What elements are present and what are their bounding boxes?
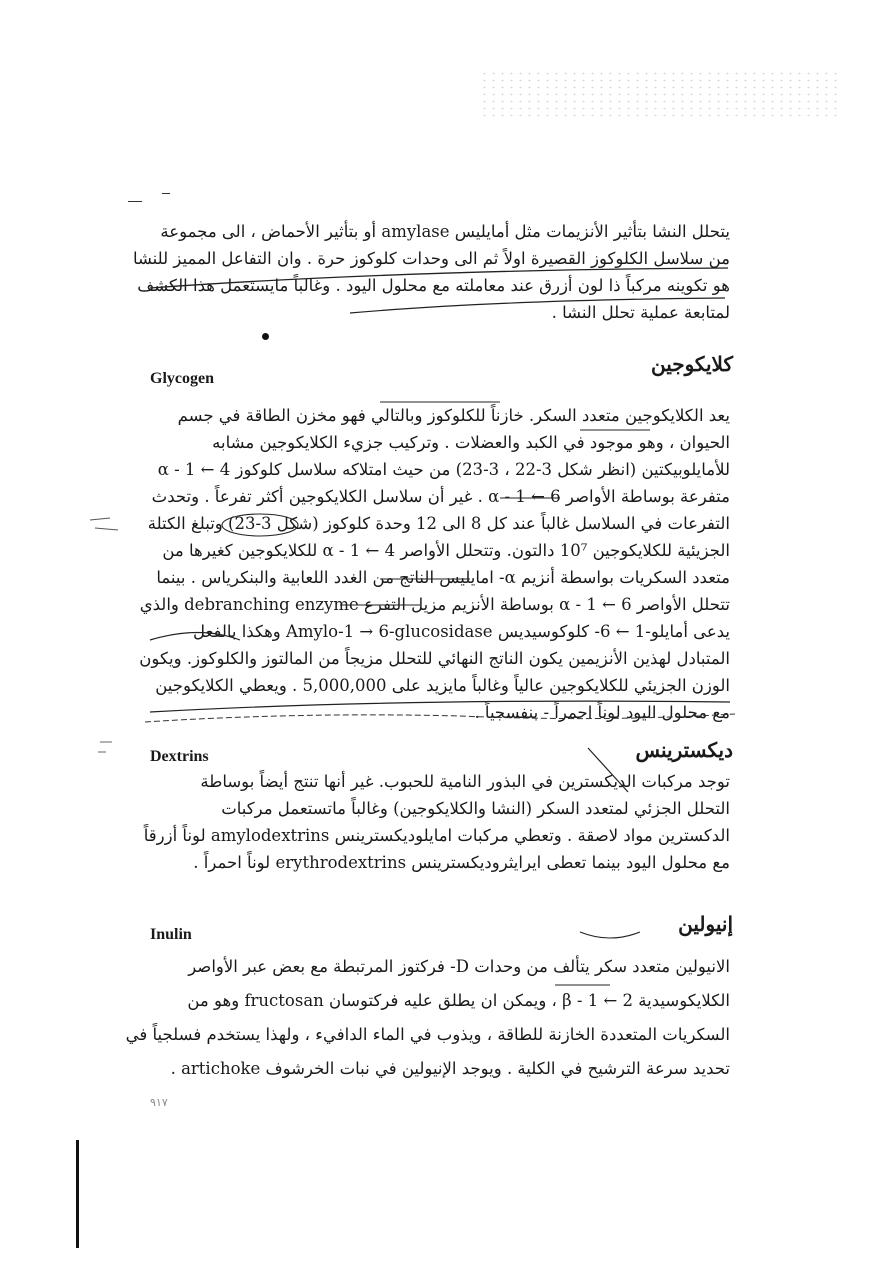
underline-mark <box>150 268 728 288</box>
text-line: يدعى أمايلو-1 ← 6- كلوكوسيديس Amylo-1 → 6-glucosidase وهكذا بالفعل <box>193 622 730 641</box>
text-line: تتحلل الأواصر α - 1 ← 6 بوساطة الأنزيم مزيل التفرع debranching enzyme والذي <box>139 595 730 614</box>
text-line: الانيولين متعدد سكر يتألف من وحدات D- فركتوز المرتبطة مع بعض عبر الأواصر <box>188 957 730 976</box>
section-heading-glycogen-en: Glycogen <box>150 370 214 387</box>
scribble-mark <box>580 932 640 938</box>
text-line: التحلل الجزئي لمتعدد السكر (النشا والكلايكوجين) وغالباً ماتستعمل مركبات <box>221 799 730 818</box>
text-line: يعد الكلايكوجين متعدد السكر. خازناً للكلوكوز وبالتالي فهو مخزن الطاقة في جسم <box>177 406 730 425</box>
text-line: الكلايكوسيدية β - 1 ← 2 ، ويمكن ان يطلق عليه فركتوسان fructosan وهو من <box>187 991 730 1010</box>
binding-edge <box>76 1140 79 1248</box>
text-line: الدكسترين مواد لاصقة . وتعطي مركبات امايلوديكسترينس amylodextrins لوناً أزرقاً <box>143 826 730 845</box>
slash-mark <box>588 748 628 792</box>
text-line: الحيوان ، وهو موجود في الكبد والعضلات . وتركيب جزيء الكلايكوجين مشابه <box>212 433 730 452</box>
section-heading-inulin-en: Inulin <box>150 926 192 943</box>
text-line: مع محلول اليود لوناً احمراً - بنفسجياً . <box>474 703 730 722</box>
page-number: ٩١٧ <box>150 1096 168 1109</box>
text-line: لمتابعة عملية تحلل النشا . <box>551 303 730 322</box>
text-line: توجد مركبات الديكسترين في البذور النامية للحبوب. غير أنها تنتج أيضاً بوساطة <box>200 772 730 791</box>
underline-mark <box>150 701 730 712</box>
margin-scribble <box>90 518 118 530</box>
margin-scribble <box>98 742 112 752</box>
text-line: هو تكوينه مركباً ذا لون أزرق عند معاملته مع محلول اليود . وغالباً مايستعمل هذا الكشف <box>137 276 730 295</box>
text-line: يتحلل النشا بتأثير الأنزيمات مثل أمايليس amylase أو بتأثير الأحماض ، الى مجموعة <box>160 222 730 241</box>
text-line: الجزيئية للكلايكوجين 10⁷ دالتون. وتتحلل الأواصر α - 1 ← 4 للكلايكوجين كغيرها من <box>162 541 730 560</box>
text-line: السكريات المتعددة الخازنة للطاقة ، ويذوب في الماء الدافيء ، ولهذا يستخدم فسلجياً في <box>125 1025 730 1044</box>
section-heading-dextrins-en: Dextrins <box>150 748 209 765</box>
text-line: تحديد سرعة الترشيح في الكلية . ويوجد الإنيولين في نبات الخرشوف artichoke . <box>170 1059 730 1078</box>
section-heading-inulin-ar: إنيولين <box>678 912 733 936</box>
scribble-mark <box>150 633 240 641</box>
text-line: الوزن الجزيئي للكلايكوجين عالياً وغالباً مايزيد على 5,000,000 . ويعطي الكلايكوجين <box>155 676 730 695</box>
text-line: التفرعات في السلاسل غالباً عند كل 8 الى 12 وحدة كلوكوز (شكل 3-23) وتبلغ الكتلة <box>147 514 730 533</box>
section-heading-glycogen-ar: كلايكوجين <box>650 352 733 376</box>
text-line: مع محلول اليود بينما تعطى ايرايثروديكسترينس erythrodextrins لوناً احمراً . <box>193 853 730 872</box>
wavy-underline-mark <box>145 714 735 722</box>
text-line: متفرعة بوساطة الأواصر α - 1 ← 6 . غير أن سلاسل الكلايكوجين أكثر تفرعاً . وتحدث <box>151 487 730 506</box>
text-line: المتبادل لهذين الأنزيمين يكون الناتج النهائي للتحلل مزيجاً من المالتوز والكلوكوز. ويكون <box>139 649 730 668</box>
circle-mark <box>222 514 298 536</box>
section-heading-dextrins-ar: ديكسترينس <box>635 738 733 762</box>
text-line: للأمايلوبيكتين (انظر شكل 3-22 ، 3-23) من حيث امتلاكه سلاسل كلوكوز α - 1 ← 4 <box>157 460 730 479</box>
underline-mark <box>350 298 725 313</box>
text-line: من سلاسل الكلوكوز القصيرة اولاً ثم الى وحدات كلوكوز حرة . وان التفاعل المميز للنشا <box>132 249 730 268</box>
text-line: متعدد السكريات بواسطة أنزيم α- امايليس الناتج من الغدد اللعابية والبنكرياس . بينما <box>156 568 730 587</box>
